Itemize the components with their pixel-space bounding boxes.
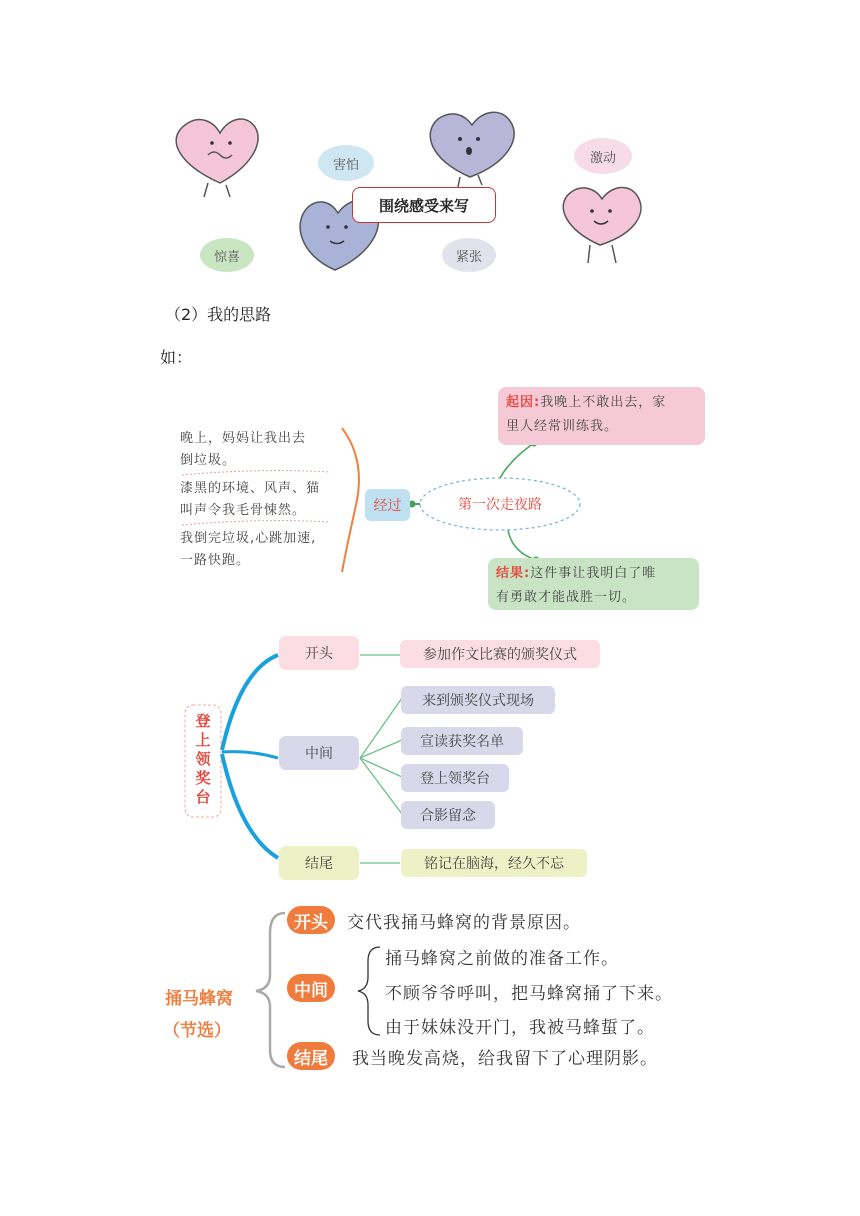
cause-box: 起因:我晚上不敢出去，家 里人经常训练我。 xyxy=(498,387,705,445)
purple-heart-top xyxy=(430,112,514,187)
example-label: 如： xyxy=(160,348,193,367)
diagram3-subtitle: （节选） xyxy=(163,1021,231,1041)
process-label: 经过 xyxy=(365,489,410,521)
result-box: 结果:这件事让我明白了唯 有勇敢才能战胜一切。 xyxy=(488,558,699,610)
middle-leaf-4: 合影留念 xyxy=(401,801,495,829)
branch-middle: 中间 xyxy=(279,736,359,770)
middle-leaf-1: 来到颁奖仪式现场 xyxy=(401,686,555,714)
step-note-2: 漆黑的环境、风声、猫 叫声令我毛骨悚然。 xyxy=(180,481,321,518)
middle-leaf-3: 登上领奖台 xyxy=(401,764,509,792)
diagram3-title: 捅马蜂窝 xyxy=(165,989,233,1009)
tag-start: 开头 xyxy=(287,906,335,934)
end-text: 我当晚发高烧，给我留下了心理阴影。 xyxy=(352,1049,658,1069)
middle-line-3: 由于妹妹没开门，我被马蜂蜇了。 xyxy=(385,1018,655,1038)
branch-start: 开头 xyxy=(279,636,359,670)
step-note-1: 晚上，妈妈让我出去 倒垃圾。 xyxy=(180,431,307,468)
pink-heart-right xyxy=(563,187,641,263)
middle-line-1: 捅马蜂窝之前做的准备工作。 xyxy=(385,949,619,969)
middle-leaf-2: 宣读获奖名单 xyxy=(401,727,523,755)
start-text: 交代我捅马蜂窝的背景原因。 xyxy=(347,913,581,933)
emotion-bubble-fear: 害怕 xyxy=(318,145,374,181)
emotion-bubble-nervous: 紧张 xyxy=(442,238,496,272)
branch-end: 结尾 xyxy=(279,846,359,880)
tag-end: 结尾 xyxy=(287,1042,335,1070)
diagram2-root: 登上领奖台 xyxy=(195,712,211,806)
step-note-3: 我倒完垃圾,心跳加速, 一路快跑。 xyxy=(180,531,317,568)
start-leaf: 参加作文比赛的颁奖仪式 xyxy=(400,640,600,668)
tag-middle: 中间 xyxy=(287,974,335,1002)
pink-heart-figure xyxy=(176,119,258,197)
section-heading: （2）我的思路 xyxy=(165,305,272,324)
emotion-bubble-excited: 激动 xyxy=(574,138,632,174)
emotion-bubble-surprise: 惊喜 xyxy=(200,238,254,272)
center-topic-box: 围绕感受来写 xyxy=(352,187,496,223)
diagram1-center: 第一次走夜路 xyxy=(458,497,542,513)
end-leaf: 铭记在脑海，经久不忘 xyxy=(401,849,587,877)
middle-line-2: 不顾爷爷呼叫，把马蜂窝捅了下来。 xyxy=(385,984,673,1004)
